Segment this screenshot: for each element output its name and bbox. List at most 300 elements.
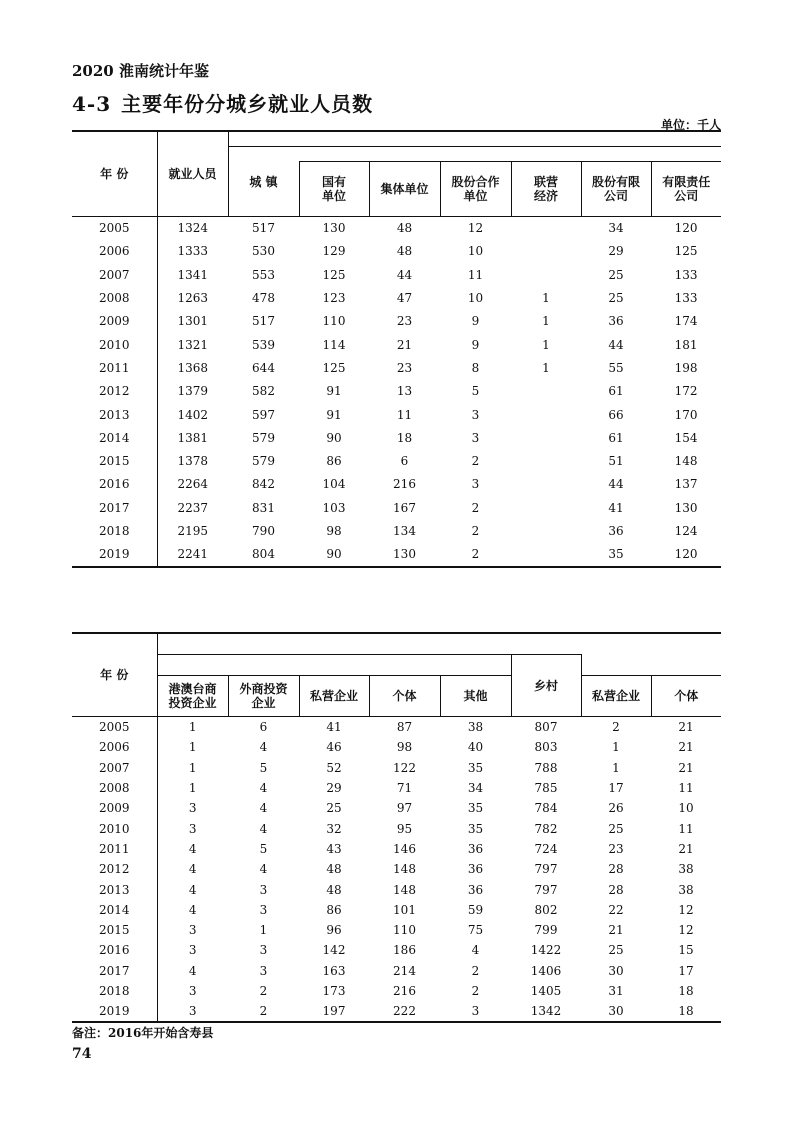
- value-cell: 784: [534, 801, 558, 816]
- value-cell: 148: [674, 454, 698, 469]
- value-cell: 10: [467, 291, 484, 306]
- value-cell: [511, 450, 581, 473]
- value-cell: 97: [396, 801, 413, 816]
- value-cell: 1: [542, 314, 550, 329]
- value-cell: [511, 427, 581, 450]
- value-cell: 17: [608, 781, 624, 796]
- value-cell: 1: [542, 291, 550, 306]
- value-cell: 216: [393, 984, 416, 998]
- value-cell: 3: [259, 882, 268, 897]
- header-rural-private: 私营企业: [581, 676, 651, 717]
- value-cell: 11: [678, 821, 694, 836]
- value-cell: 124: [674, 524, 698, 538]
- value-cell: 114: [322, 337, 346, 352]
- value-cell: 40: [467, 740, 484, 755]
- value-cell: 104: [322, 477, 346, 492]
- value-cell: 1: [188, 720, 197, 735]
- value-cell: 579: [252, 454, 275, 469]
- value-cell: 23: [608, 841, 624, 856]
- value-cell: [511, 240, 581, 263]
- value-cell: 517: [252, 221, 275, 236]
- value-cell: 21: [678, 740, 694, 755]
- value-cell: 48: [396, 221, 413, 236]
- year-cell: 2013: [72, 403, 157, 426]
- value-cell: 4: [471, 943, 480, 958]
- value-cell: 3: [259, 963, 268, 978]
- value-cell: 802: [534, 902, 558, 917]
- value-cell: 21: [608, 923, 624, 938]
- value-cell: 5: [259, 841, 268, 856]
- value-cell: 38: [678, 882, 694, 897]
- header-state-owned: 国有 单位: [299, 162, 369, 217]
- value-cell: 2: [471, 524, 480, 538]
- value-cell: 2: [471, 963, 480, 978]
- header-shareholding: 股份有限 公司: [581, 162, 651, 217]
- value-cell: 21: [678, 760, 694, 775]
- value-cell: 4: [188, 841, 197, 856]
- value-cell: 579: [252, 430, 275, 445]
- value-cell: 23: [396, 314, 413, 329]
- value-cell: 10: [678, 801, 694, 816]
- value-cell: 3: [188, 923, 197, 938]
- table-row: [72, 839, 721, 859]
- year-cell: 2016: [72, 473, 157, 496]
- header-joint-venture: 联营 经济: [511, 162, 581, 217]
- value-cell: 198: [674, 360, 698, 375]
- value-cell: 9: [471, 314, 480, 329]
- value-cell: 2: [259, 1004, 268, 1019]
- value-cell: 553: [252, 267, 275, 282]
- value-cell: 38: [678, 862, 694, 877]
- value-cell: 120: [674, 547, 698, 562]
- value-cell: 4: [188, 862, 197, 877]
- value-cell: 25: [326, 801, 342, 816]
- value-cell: 2237: [177, 500, 209, 515]
- table-row: [72, 737, 721, 757]
- value-cell: 2264: [177, 477, 209, 492]
- header-urban: 城 镇: [228, 147, 299, 217]
- year-cell: 2013: [72, 879, 157, 899]
- table-row: [72, 333, 721, 356]
- value-cell: 8: [471, 360, 480, 375]
- year-cell: 2010: [72, 333, 157, 356]
- value-cell: 11: [678, 781, 694, 796]
- value-cell: 87: [396, 720, 413, 735]
- value-cell: 59: [467, 902, 484, 917]
- value-cell: 2: [471, 500, 480, 515]
- value-cell: 3: [471, 477, 480, 492]
- year-cell: 2016: [72, 940, 157, 960]
- value-cell: 22: [608, 902, 624, 917]
- value-cell: 3: [259, 943, 268, 958]
- value-cell: 790: [252, 524, 275, 538]
- table-row: [72, 717, 721, 738]
- value-cell: 174: [674, 314, 698, 329]
- value-cell: 130: [674, 500, 698, 515]
- value-cell: 597: [252, 407, 275, 422]
- table-row: [72, 450, 721, 473]
- value-cell: 3: [471, 430, 480, 445]
- value-cell: 12: [467, 221, 484, 236]
- value-cell: 216: [393, 477, 416, 492]
- value-cell: 842: [252, 477, 275, 492]
- value-cell: 44: [608, 337, 624, 352]
- value-cell: 9: [471, 337, 480, 352]
- value-cell: 28: [608, 882, 624, 897]
- value-cell: 831: [252, 500, 275, 515]
- year-cell: 2019: [72, 543, 157, 567]
- year-cell: 2007: [72, 264, 157, 287]
- value-cell: 170: [674, 407, 698, 422]
- value-cell: 4: [259, 862, 268, 877]
- value-cell: 807: [534, 720, 558, 735]
- year-cell: 2017: [72, 497, 157, 520]
- table2-body: [72, 717, 721, 1023]
- table-row: [72, 403, 721, 426]
- value-cell: 172: [674, 384, 698, 399]
- value-cell: 52: [326, 760, 342, 775]
- year-cell: 2017: [72, 961, 157, 981]
- value-cell: 1: [612, 760, 620, 775]
- table-row: [72, 427, 721, 450]
- value-cell: 1406: [530, 963, 562, 978]
- table-row: [72, 357, 721, 380]
- value-cell: 134: [393, 524, 416, 538]
- value-cell: 13: [396, 384, 413, 399]
- value-cell: 3: [188, 801, 197, 816]
- value-cell: 86: [326, 902, 342, 917]
- year-cell: 2008: [72, 287, 157, 310]
- header-rural-spacer: [581, 655, 721, 676]
- value-cell: 15: [678, 943, 694, 958]
- value-cell: 222: [393, 1004, 416, 1019]
- table-row: [72, 264, 721, 287]
- value-cell: 3: [471, 407, 480, 422]
- value-cell: 1321: [177, 337, 209, 352]
- year-cell: 2009: [72, 310, 157, 333]
- value-cell: 31: [608, 984, 624, 998]
- value-cell: 4: [259, 740, 268, 755]
- value-cell: 4: [188, 902, 197, 917]
- table-row: [72, 900, 721, 920]
- value-cell: 1324: [177, 221, 209, 236]
- value-cell: 10: [467, 244, 484, 259]
- value-cell: 5: [471, 384, 480, 399]
- value-cell: 1381: [177, 430, 209, 445]
- value-cell: 95: [396, 821, 413, 836]
- value-cell: 797: [534, 862, 558, 877]
- header-year-2: 年 份: [72, 633, 157, 717]
- page-number: 74: [72, 1046, 92, 1062]
- table-row: [72, 859, 721, 879]
- header-rural: 乡村: [511, 655, 581, 717]
- header-rural-individual: 个体: [651, 676, 721, 717]
- year-cell: 2006: [72, 737, 157, 757]
- value-cell: 48: [326, 882, 342, 897]
- header-hmt-invested: 港澳台商 投资企业: [157, 676, 228, 717]
- value-cell: 137: [674, 477, 698, 492]
- value-cell: [511, 217, 581, 241]
- header-individual: 个体: [369, 676, 440, 717]
- value-cell: 582: [252, 384, 275, 399]
- value-cell: 2241: [177, 547, 209, 562]
- value-cell: 214: [393, 963, 416, 978]
- value-cell: 11: [467, 267, 484, 282]
- table-row: [72, 818, 721, 838]
- employment-table-part-2: [72, 632, 721, 1023]
- table-row: [72, 217, 721, 241]
- value-cell: 186: [393, 943, 416, 958]
- value-cell: 34: [467, 781, 484, 796]
- year-cell: 2009: [72, 798, 157, 818]
- value-cell: 148: [393, 862, 416, 877]
- year-cell: 2018: [72, 981, 157, 1001]
- value-cell: 197: [322, 1004, 346, 1019]
- value-cell: 539: [252, 337, 275, 352]
- value-cell: 96: [326, 923, 342, 938]
- year-cell: 2006: [72, 240, 157, 263]
- table-row: [72, 310, 721, 333]
- value-cell: 1422: [530, 943, 562, 958]
- value-cell: 517: [252, 314, 275, 329]
- value-cell: 3: [259, 902, 268, 917]
- value-cell: 478: [252, 291, 275, 306]
- value-cell: 120: [674, 221, 698, 236]
- table-row: [72, 920, 721, 940]
- table-row: [72, 1001, 721, 1022]
- value-cell: 163: [322, 963, 346, 978]
- value-cell: 48: [326, 862, 342, 877]
- value-cell: 110: [322, 314, 346, 329]
- value-cell: 804: [252, 547, 275, 562]
- value-cell: 122: [393, 760, 416, 775]
- value-cell: 788: [534, 760, 558, 775]
- value-cell: 86: [326, 454, 342, 469]
- value-cell: 29: [326, 781, 342, 796]
- value-cell: 90: [326, 547, 342, 562]
- value-cell: 1: [188, 760, 197, 775]
- value-cell: 1: [188, 740, 197, 755]
- year-cell: 2011: [72, 357, 157, 380]
- value-cell: 25: [608, 267, 624, 282]
- table-row: [72, 497, 721, 520]
- value-cell: 66: [608, 407, 624, 422]
- value-cell: 785: [534, 781, 558, 796]
- value-cell: 130: [322, 221, 346, 236]
- value-cell: 2195: [177, 524, 209, 538]
- value-cell: 799: [534, 923, 558, 938]
- value-cell: 21: [678, 720, 694, 735]
- table-title-text: 主要年份分城乡就业人员数: [121, 92, 374, 116]
- value-cell: 32: [326, 821, 342, 836]
- value-cell: 91: [326, 407, 342, 422]
- value-cell: 1: [188, 781, 197, 796]
- header-year: 年 份: [72, 131, 157, 217]
- header-subspacer: [299, 147, 721, 162]
- year-cell: 2008: [72, 778, 157, 798]
- value-cell: 44: [396, 267, 413, 282]
- value-cell: 21: [396, 337, 413, 352]
- value-cell: 1342: [530, 1004, 562, 1019]
- table-row: [72, 981, 721, 1001]
- value-cell: 41: [326, 720, 342, 735]
- value-cell: 1: [542, 360, 550, 375]
- value-cell: 148: [393, 882, 416, 897]
- value-cell: 130: [393, 547, 416, 562]
- value-cell: 6: [259, 720, 268, 735]
- header-foreign-invested: 外商投资 企业: [228, 676, 299, 717]
- value-cell: 2: [259, 984, 268, 998]
- value-cell: 30: [608, 963, 624, 978]
- table1-body: [72, 217, 721, 568]
- table-row: [72, 940, 721, 960]
- value-cell: 3: [188, 821, 197, 836]
- footnote: 备注：2016年开始含寿县: [72, 1026, 214, 1040]
- value-cell: [511, 264, 581, 287]
- year-cell: 2014: [72, 900, 157, 920]
- value-cell: 35: [467, 821, 484, 836]
- value-cell: 3: [188, 984, 197, 998]
- year-cell: 2011: [72, 839, 157, 859]
- value-cell: [511, 473, 581, 496]
- value-cell: 2: [471, 984, 480, 998]
- value-cell: 18: [396, 430, 413, 445]
- value-cell: 1301: [177, 314, 209, 329]
- table-row: [72, 879, 721, 899]
- table-row: [72, 240, 721, 263]
- value-cell: 129: [322, 244, 346, 259]
- value-cell: 18: [678, 984, 694, 998]
- year-cell: 2019: [72, 1001, 157, 1022]
- header-collective: 集体单位: [369, 162, 440, 217]
- value-cell: 51: [608, 454, 624, 469]
- year-cell: 2005: [72, 717, 157, 738]
- table-row: [72, 380, 721, 403]
- value-cell: 12: [678, 902, 694, 917]
- value-cell: 4: [259, 821, 268, 836]
- value-cell: 181: [674, 337, 698, 352]
- year-cell: 2007: [72, 758, 157, 778]
- header-spacer-2: [157, 633, 721, 655]
- value-cell: 61: [608, 384, 624, 399]
- value-cell: 44: [608, 477, 624, 492]
- value-cell: 167: [393, 500, 416, 515]
- value-cell: 1379: [177, 384, 209, 399]
- value-cell: 154: [674, 430, 698, 445]
- value-cell: 1378: [177, 454, 209, 469]
- value-cell: 71: [396, 781, 413, 796]
- value-cell: 133: [674, 291, 698, 306]
- value-cell: 1405: [530, 984, 562, 998]
- value-cell: 125: [674, 244, 698, 259]
- value-cell: 36: [467, 882, 484, 897]
- value-cell: 36: [467, 862, 484, 877]
- value-cell: 26: [608, 801, 624, 816]
- header-cooperative: 股份合作 单位: [440, 162, 511, 217]
- value-cell: 4: [188, 882, 197, 897]
- value-cell: 125: [322, 360, 346, 375]
- value-cell: 38: [467, 720, 484, 735]
- year-cell: 2018: [72, 520, 157, 543]
- header-total-employed: 就业人员: [157, 131, 228, 217]
- value-cell: 125: [322, 267, 346, 282]
- value-cell: 35: [467, 801, 484, 816]
- value-cell: 46: [326, 740, 342, 755]
- value-cell: 25: [608, 291, 624, 306]
- value-cell: 18: [678, 1004, 694, 1019]
- value-cell: 101: [393, 902, 416, 917]
- value-cell: 724: [534, 841, 558, 856]
- value-cell: 91: [326, 384, 342, 399]
- value-cell: 30: [608, 1004, 624, 1019]
- value-cell: 98: [396, 740, 413, 755]
- value-cell: 1: [612, 740, 620, 755]
- value-cell: 25: [608, 943, 624, 958]
- value-cell: 1263: [177, 291, 209, 306]
- value-cell: 1: [542, 337, 550, 352]
- value-cell: 29: [608, 244, 624, 259]
- value-cell: 133: [674, 267, 698, 282]
- value-cell: 55: [608, 360, 624, 375]
- value-cell: 4: [259, 781, 268, 796]
- year-cell: 2015: [72, 450, 157, 473]
- year-cell: 2005: [72, 217, 157, 241]
- value-cell: 48: [396, 244, 413, 259]
- value-cell: 12: [678, 923, 694, 938]
- header-limited-liability: 有限责任 公司: [651, 162, 721, 217]
- table-title: [72, 88, 373, 117]
- value-cell: 36: [467, 841, 484, 856]
- value-cell: 21: [678, 841, 694, 856]
- year-cell: 2014: [72, 427, 157, 450]
- value-cell: 1: [259, 923, 268, 938]
- value-cell: [511, 403, 581, 426]
- table-row: [72, 287, 721, 310]
- value-cell: 103: [322, 500, 346, 515]
- value-cell: 36: [608, 524, 624, 538]
- value-cell: 34: [608, 221, 624, 236]
- value-cell: 146: [393, 841, 416, 856]
- value-cell: 3: [188, 943, 197, 958]
- year-cell: 2012: [72, 380, 157, 403]
- value-cell: 2: [471, 547, 480, 562]
- value-cell: 47: [396, 291, 413, 306]
- value-cell: 6: [400, 454, 409, 469]
- year-cell: 2015: [72, 920, 157, 940]
- value-cell: 797: [534, 882, 558, 897]
- table-row: [72, 520, 721, 543]
- year-cell: 2012: [72, 859, 157, 879]
- value-cell: 173: [322, 984, 346, 998]
- value-cell: 23: [396, 360, 413, 375]
- value-cell: 110: [393, 923, 416, 938]
- header-private: 私营企业: [299, 676, 369, 717]
- value-cell: 43: [326, 841, 342, 856]
- value-cell: [511, 520, 581, 543]
- value-cell: 25: [608, 821, 624, 836]
- value-cell: 61: [608, 430, 624, 445]
- value-cell: 36: [608, 314, 624, 329]
- running-head: 2020 淮南统计年鉴: [72, 62, 209, 80]
- value-cell: 142: [322, 943, 346, 958]
- header-other: 其他: [440, 676, 511, 717]
- value-cell: 4: [188, 963, 197, 978]
- table-row: [72, 798, 721, 818]
- value-cell: 3: [471, 1004, 480, 1019]
- value-cell: 1333: [177, 244, 209, 259]
- value-cell: 1402: [177, 407, 209, 422]
- value-cell: 3: [188, 1004, 197, 1019]
